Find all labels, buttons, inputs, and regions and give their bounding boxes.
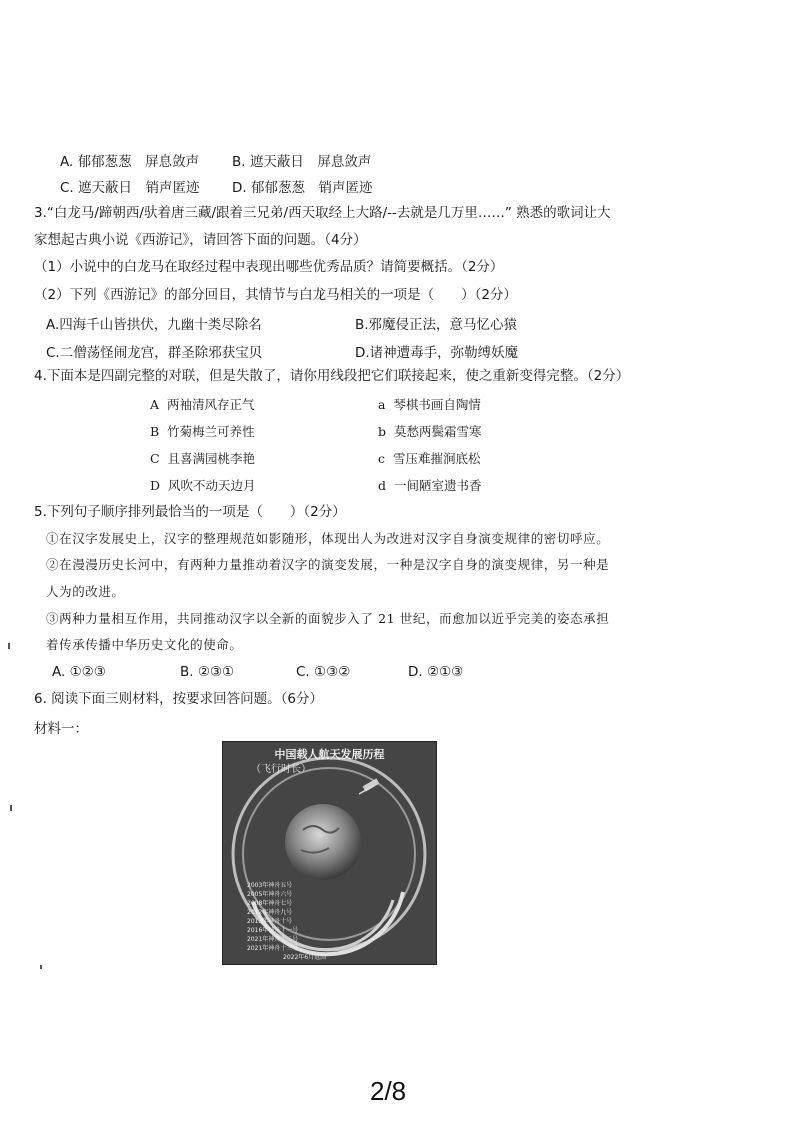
q5-option-b: B. ②③① xyxy=(180,664,235,680)
mission-label: 2008年神舟七号 xyxy=(247,900,293,907)
couplet-letter: B xyxy=(150,424,160,439)
couplet-left-d xyxy=(150,477,256,495)
q3-option-d: D.诸神遭毒手，弥勒缚妖魔 xyxy=(355,345,519,361)
couplet-text: 琴棋书画自陶情 xyxy=(393,397,481,412)
q2-option-b: B. 遮天蔽日 屏息敛声 xyxy=(232,154,372,170)
couplet-right-d xyxy=(378,477,481,495)
couplet-letter: a xyxy=(378,397,386,412)
couplet-left-b xyxy=(150,423,255,441)
scan-speck xyxy=(8,643,10,649)
scan-speck xyxy=(10,805,12,811)
couplet-left-a xyxy=(150,396,255,414)
q3-sub-question-1: （1）小说中的白龙马在取经过程中表现出哪些优秀品质？请简要概括。（2分） xyxy=(34,259,504,275)
q2-option-d: D. 郁郁葱葱 销声匿迹 xyxy=(232,180,373,196)
couplet-right-b xyxy=(378,423,481,441)
q3-option-b: B.邪魔侵正法，意马忆心猿 xyxy=(355,317,518,333)
mission-label: 2003年神舟五号 xyxy=(247,882,293,889)
couplet-right-c xyxy=(378,450,480,468)
q5-sentence-2-line1: ②在漫漫历史长河中，有两种力量推动着汉字的演变发展，一种是汉字自身的演变规律，另一种是 xyxy=(46,557,610,572)
material-1-label: 材料一： xyxy=(34,721,88,737)
couplet-text: 一间陋室遗书香 xyxy=(393,478,482,493)
q2-option-c: C. 遮天蔽日 销声匿迹 xyxy=(60,180,200,196)
mission-label: 2021年神舟十三号 xyxy=(247,945,299,952)
q3-sub-question-2: （2）下列《西游记》的部分回目，其情节与白龙马相关的一项是（ ）（2分） xyxy=(34,287,517,303)
infographic-title: 中国载人航天发展历程 xyxy=(274,748,385,761)
couplet-letter: d xyxy=(378,478,387,493)
space-flight-infographic xyxy=(222,741,437,965)
couplet-letter: D xyxy=(150,478,161,493)
mission-label: 2012年神舟九号 xyxy=(247,909,293,916)
couplet-left-c xyxy=(150,450,255,468)
q5-option-d: D. ②①③ xyxy=(408,664,464,680)
couplet-right-a xyxy=(378,396,481,414)
couplet-text: 竹菊梅兰可养性 xyxy=(167,424,255,439)
q5-sentence-1: ①在汉字发展史上，汉字的整理规范如影随形，体现出人为改进对汉字自身演变规律的密切呼应。 xyxy=(46,531,610,546)
couplet-letter: C xyxy=(150,451,160,466)
q3-stem-line1: 3.“白龙马/蹄朝西/驮着唐三藏/跟着三兄弟/西天取经上大路/--去就是几万里……” 熟悉的歌词让大 xyxy=(34,205,611,221)
infographic-subtitle: （飞行时长） xyxy=(251,764,311,775)
mission-label: 2022年6月返回 xyxy=(283,954,327,961)
scan-speck xyxy=(40,965,42,969)
earth-globe xyxy=(285,804,361,880)
q6-stem: 6. 阅读下面三则材料，按要求回答问题。（6分） xyxy=(34,691,324,707)
q4-stem: 4.下面本是四副完整的对联，但是失散了，请你用线段把它们联接起来，使之重新变得完整。（2分） xyxy=(34,368,630,384)
q5-sentence-3-line1: ③两种力量相互作用，共同推动汉字以全新的面貌步入了 21 世纪，而愈加以近乎完美的姿态承担 xyxy=(46,611,610,626)
couplet-text: 莫愁两鬓霜雪寒 xyxy=(393,424,482,439)
couplet-text: 风吹不动天边月 xyxy=(167,478,256,493)
page-number: 2/8 xyxy=(370,1076,407,1106)
q5-option-c: C. ①③② xyxy=(296,664,351,680)
mission-label: 2013年神舟十号 xyxy=(247,918,293,925)
couplet-text: 两袖清风存正气 xyxy=(166,397,255,412)
q5-option-a: A. ①②③ xyxy=(52,664,106,680)
mission-label: 2021年神舟十二号 xyxy=(247,936,299,943)
q3-option-c: C.二僧荡怪闹龙宫，群圣除邪获宝贝 xyxy=(46,345,263,361)
mission-label: 2016年神舟十一号 xyxy=(247,927,299,934)
couplet-letter: A xyxy=(150,397,160,412)
q2-option-a: A. 郁郁葱葱 屏息敛声 xyxy=(60,154,200,170)
q3-option-a: A.四海千山皆拱伏，九幽十类尽除名 xyxy=(46,317,262,333)
q5-sentence-3-line2: 着传承传播中华历史文化的使命。 xyxy=(46,637,243,652)
couplet-text: 且喜满园桃李艳 xyxy=(167,451,256,466)
couplet-text: 雪压难摧涧底松 xyxy=(392,451,481,466)
q5-stem: 5.下列句子顺序排列最恰当的一项是（ ）（2分） xyxy=(34,504,346,520)
mission-label: 2005年神舟六号 xyxy=(247,891,293,898)
couplet-letter: b xyxy=(378,424,387,439)
q3-stem-line2: 家想起古典小说《西游记》，请回答下面的问题。（4分） xyxy=(34,232,367,248)
q5-sentence-2-line2: 人为的改进。 xyxy=(46,584,125,599)
couplet-letter: c xyxy=(378,451,386,466)
